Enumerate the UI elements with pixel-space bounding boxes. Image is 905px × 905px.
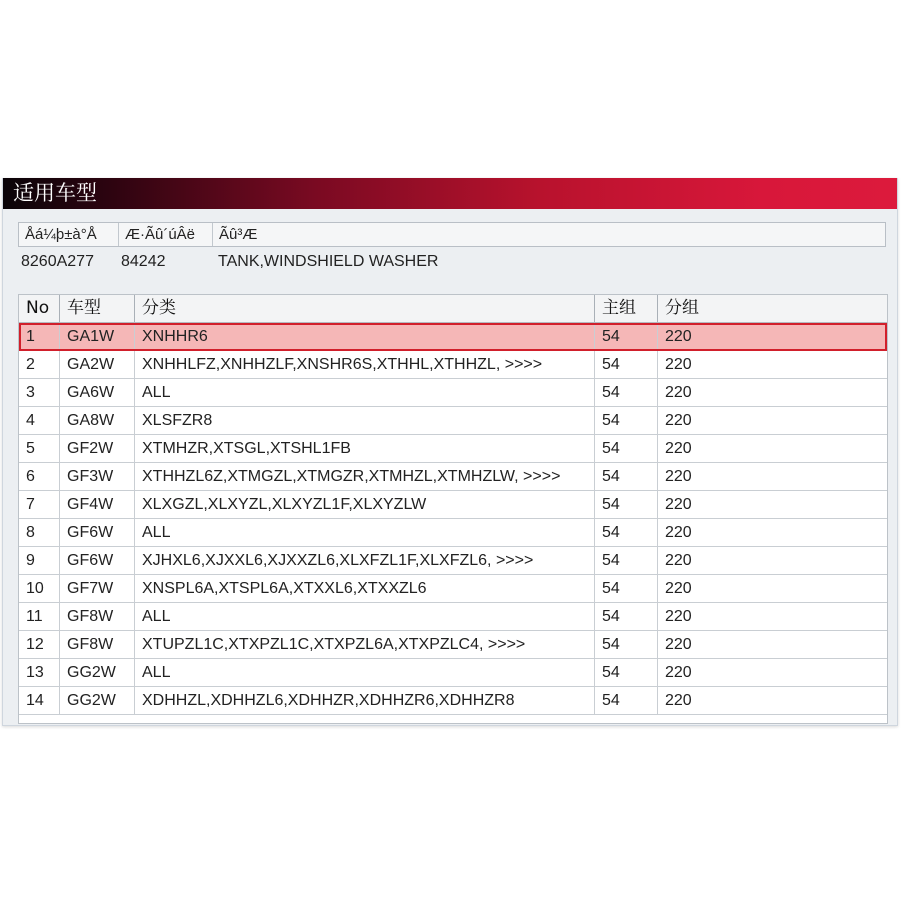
cell-sub-group: 220 xyxy=(665,496,692,513)
cell-main-group: 54 xyxy=(595,323,658,350)
cell-model: GF4W xyxy=(60,491,135,518)
cell-main-group: 54 xyxy=(595,491,658,518)
name-code-header: Æ·Ãû´úÂë xyxy=(119,223,213,246)
applicable-models-window xyxy=(2,178,898,726)
cell-category: XTMHZR,XTSGL,XTSHL1FB xyxy=(135,435,595,462)
cell-sub-group: 220 xyxy=(665,580,692,597)
table-row[interactable] xyxy=(19,407,887,435)
table-row[interactable] xyxy=(19,575,887,603)
cell-model: GA8W xyxy=(60,407,135,434)
cell-category: XJHXL6,XJXXL6,XJXXZL6,XLXFZL1F,XLXFZL6, >>>> xyxy=(135,547,595,574)
part-number-value: 8260A277 xyxy=(21,253,94,270)
cell-category: XNSPL6A,XTSPL6A,XTXXL6,XTXXZL6 xyxy=(135,575,595,602)
table-row[interactable] xyxy=(19,659,887,687)
cell-category: ALL xyxy=(135,659,595,686)
part-number-header: Åá¼þ±à°Å xyxy=(19,223,119,246)
column-header-main-group[interactable]: 主组 xyxy=(595,295,658,322)
cell-category: XNHHR6 xyxy=(135,323,595,350)
column-header-category[interactable]: 分类 xyxy=(135,295,595,322)
table-row[interactable] xyxy=(19,491,887,519)
cell-model: GF8W xyxy=(60,603,135,630)
cell-category: XNHHLFZ,XNHHZLF,XNSHR6S,XTHHL,XTHHZL, >>>> xyxy=(135,351,595,378)
cell-no: 5 xyxy=(19,435,60,462)
cell-model: GG2W xyxy=(60,687,135,714)
cell-sub-group: 220 xyxy=(665,524,692,541)
table-row[interactable] xyxy=(19,519,887,547)
name-code-value: 84242 xyxy=(121,253,166,270)
cell-main-group: 54 xyxy=(595,603,658,630)
cell-category: XTHHZL6Z,XTMGZL,XTMGZR,XTMHZL,XTMHZLW, >>>> xyxy=(135,463,595,490)
table-row[interactable] xyxy=(19,463,887,491)
cell-no: 14 xyxy=(19,687,60,714)
table-row[interactable] xyxy=(19,323,887,351)
cell-model: GA1W xyxy=(60,323,135,350)
cell-main-group: 54 xyxy=(595,575,658,602)
cell-model: GA6W xyxy=(60,379,135,406)
part-name-value: TANK,WINDSHIELD WASHER xyxy=(218,253,439,270)
cell-sub-group: 220 xyxy=(665,636,692,653)
cell-model: GF6W xyxy=(60,547,135,574)
column-header-model[interactable]: 车型 xyxy=(60,295,135,322)
cell-no: 13 xyxy=(19,659,60,686)
cell-sub-group: 220 xyxy=(665,384,692,401)
cell-sub-group: 220 xyxy=(665,552,692,569)
cell-sub-group: 220 xyxy=(665,412,692,429)
column-header-sub-group[interactable]: 分组 xyxy=(665,298,699,318)
cell-main-group: 54 xyxy=(595,435,658,462)
cell-sub-group: 220 xyxy=(665,440,692,457)
cell-no: 9 xyxy=(19,547,60,574)
cell-sub-group: 220 xyxy=(665,608,692,625)
window-title: 适用车型 xyxy=(3,178,897,209)
cell-model: GF8W xyxy=(60,631,135,658)
cell-sub-group: 220 xyxy=(665,468,692,485)
cell-category: XDHHZL,XDHHZL6,XDHHZR,XDHHZR6,XDHHZR8 xyxy=(135,687,595,714)
cell-no: 6 xyxy=(19,463,60,490)
cell-category: XTUPZL1C,XTXPZL1C,XTXPZL6A,XTXPZLC4, >>>> xyxy=(135,631,595,658)
cell-no: 8 xyxy=(19,519,60,546)
part-name-header: Ãû³Æ xyxy=(219,226,258,243)
table-row[interactable] xyxy=(19,603,887,631)
grid-header xyxy=(19,295,887,323)
cell-main-group: 54 xyxy=(595,659,658,686)
cell-no: 2 xyxy=(19,351,60,378)
table-row[interactable] xyxy=(19,351,887,379)
cell-sub-group: 220 xyxy=(665,328,692,345)
cell-main-group: 54 xyxy=(595,463,658,490)
grid-body xyxy=(19,323,887,715)
cell-model: GA2W xyxy=(60,351,135,378)
cell-category: XLSFZR8 xyxy=(135,407,595,434)
cell-category: ALL xyxy=(135,379,595,406)
table-row[interactable] xyxy=(19,687,887,715)
cell-no: 10 xyxy=(19,575,60,602)
table-row[interactable] xyxy=(19,631,887,659)
cell-no: 4 xyxy=(19,407,60,434)
table-row[interactable] xyxy=(19,547,887,575)
cell-model: GF3W xyxy=(60,463,135,490)
cell-model: GF7W xyxy=(60,575,135,602)
cell-main-group: 54 xyxy=(595,519,658,546)
cell-main-group: 54 xyxy=(595,687,658,714)
cell-no: 11 xyxy=(19,603,60,630)
cell-no: 12 xyxy=(19,631,60,658)
part-info-values xyxy=(18,250,886,274)
cell-sub-group: 220 xyxy=(665,664,692,681)
models-grid xyxy=(18,294,888,724)
part-info-panel xyxy=(18,222,886,294)
cell-model: GG2W xyxy=(60,659,135,686)
column-header-no[interactable]: No xyxy=(19,295,60,322)
cell-sub-group: 220 xyxy=(665,692,692,709)
cell-no: 7 xyxy=(19,491,60,518)
cell-model: GF2W xyxy=(60,435,135,462)
cell-main-group: 54 xyxy=(595,631,658,658)
cell-category: ALL xyxy=(135,519,595,546)
part-info-header xyxy=(18,222,886,247)
cell-model: GF6W xyxy=(60,519,135,546)
table-row[interactable] xyxy=(19,435,887,463)
cell-main-group: 54 xyxy=(595,351,658,378)
cell-main-group: 54 xyxy=(595,547,658,574)
cell-main-group: 54 xyxy=(595,407,658,434)
cell-category: XLXGZL,XLXYZL,XLXYZL1F,XLXYZLW xyxy=(135,491,595,518)
cell-sub-group: 220 xyxy=(665,356,692,373)
cell-no: 3 xyxy=(19,379,60,406)
table-row[interactable] xyxy=(19,379,887,407)
cell-main-group: 54 xyxy=(595,379,658,406)
cell-category: ALL xyxy=(135,603,595,630)
cell-no: 1 xyxy=(19,323,60,350)
